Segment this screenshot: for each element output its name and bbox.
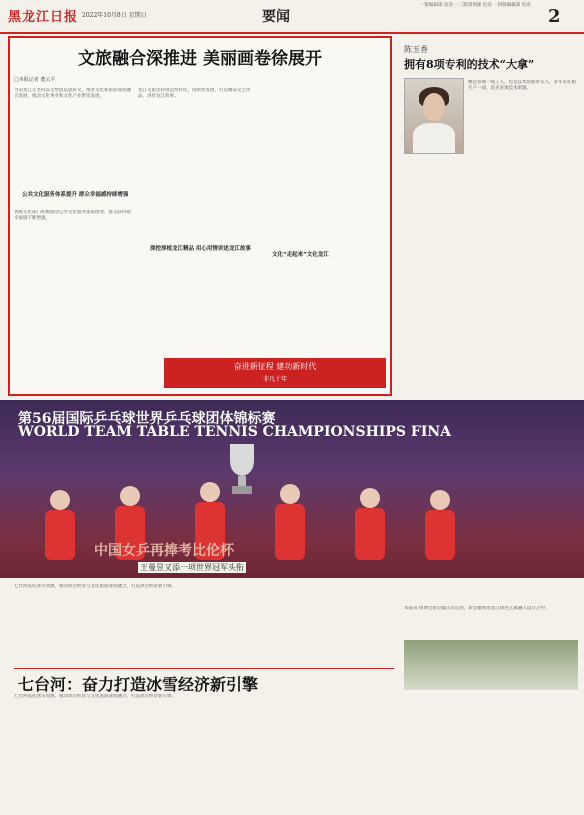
banner-line-1: 奋进新征程 建功新时代 (233, 362, 317, 371)
profile-headline: 拥有8项专利的技术“大拿” (404, 58, 535, 71)
lead-headline: 文旅融合深推进 美丽画卷徐展开 (78, 49, 322, 69)
lead-subhead-3: 文化“走起来”文化龙江 (272, 252, 329, 258)
qitaihe-headline: 七台河：奋力打造冰雪经济新引擎 (18, 675, 259, 694)
lead-author: □本报记者 董云平 (14, 77, 56, 83)
banner-line-2: 非凡十年 (262, 376, 287, 383)
lead-body-col1b: 各级文化部门积极推动公共文化服务提质增效，群众获得感幸福感不断增强。 (14, 210, 131, 222)
issue-date: 2022年10月8日 星期日 (82, 12, 147, 19)
lead-subhead-2: 深挖厚植龙江精品 用心用情讲述龙江故事 (150, 246, 251, 252)
lead-subhead-1: 公共文化服务体系提升 群众幸福感持续增强 (22, 192, 129, 198)
page-number: 2 (548, 6, 561, 27)
portrait-photo (404, 78, 464, 154)
players-group-graphic (20, 470, 470, 570)
lead-body-col2: 龙江文旅坚持创造性转化，创新性发展，打造精品文艺作品，讲好龙江故事。 (138, 88, 251, 100)
green-expo-body: 本报讯 绿博会新会徽正式启用，新会徽将黑龙江绿色元素融入设计之中。 (404, 606, 550, 611)
photo-banner-en: WORLD TEAM TABLE TENNIS CHAMPIONSHIPS FINA (18, 424, 452, 440)
table-tennis-body: 七台河依托冰雪资源，推动冰雪经济与文化旅游深度融合，打造冰雪经济新引擎。 (14, 584, 176, 589)
lead-body-col1: 当前龙江正坚持以文塑旅以旅彰文，推进文化和旅游深度融合发展，推动文化事业和文化产业繁荣发展。 (14, 88, 131, 100)
section-name: 要闻 (262, 9, 290, 25)
table-tennis-subhead: 王曼昱又添一项世界冠军头衔 (140, 563, 244, 572)
table-tennis-headline: 中国女乒再捧考比伦杯 (94, 543, 234, 559)
qitaihe-body: 七台河依托冰雪资源，推动冰雪经济与文化旅游深度融合，打造冰雪经济新引擎。 (14, 694, 176, 699)
section-divider (14, 668, 394, 669)
profile-body: 她是普通一线工人，也是技术创新带头人，多年来扎根生产一线，攻克多项技术难题。 (468, 80, 576, 92)
profile-name: 陈玉香 (404, 45, 428, 54)
newspaper-logo: 黑龙江日报 (8, 10, 79, 25)
photo-banner-cn: 第56届国际乒乓球世界乒乓球团体锦标赛 (18, 411, 276, 427)
winter-landscape-photo (404, 640, 578, 690)
contact-info: 一版编辑部 电话 一二版策划部 电话 一四版编辑部 电话 (420, 3, 531, 8)
anniversary-banner (164, 358, 386, 388)
